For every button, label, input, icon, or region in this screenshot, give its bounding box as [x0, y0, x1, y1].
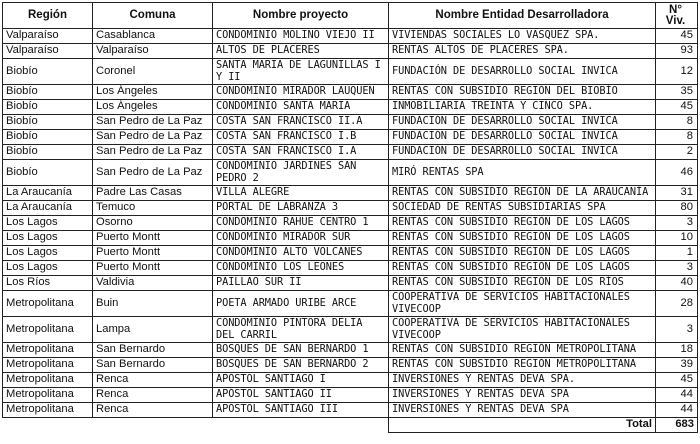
cell-region: La Araucanía [3, 201, 93, 216]
header-row [3, 3, 698, 29]
cell-viviendas: 3 [656, 261, 698, 276]
cell-comuna: Lampa [93, 317, 213, 343]
cell-region: Biobío [3, 100, 93, 115]
cell-entidad: RENTAS CON SUBSIDIO REGIÓN DE LA ARAUCANÍA [389, 186, 656, 201]
table-row [3, 130, 698, 145]
cell-region: Biobío [3, 85, 93, 100]
cell-comuna: Renca [93, 388, 213, 403]
header-entidad: Nombre Entidad Desarrolladora [389, 3, 656, 29]
cell-region: Biobío [3, 145, 93, 160]
cell-viviendas: 46 [656, 160, 698, 186]
table-row [3, 358, 698, 373]
cell-proyecto: PAILLAO SUR II [213, 276, 389, 291]
cell-proyecto: CONDOMINIO LOS LEONES [213, 261, 389, 276]
table-row [3, 115, 698, 130]
cell-comuna: Valdivia [93, 276, 213, 291]
cell-viviendas: 10 [656, 231, 698, 246]
header-proyecto: Nombre proyecto [213, 3, 389, 29]
total-spacer [3, 418, 389, 433]
cell-entidad: FUNDACIÓN DE DESARROLLO SOCIAL INVICA [389, 115, 656, 130]
cell-viviendas: 3 [656, 317, 698, 343]
cell-entidad: RENTAS ALTOS DE PLACERES SPA. [389, 44, 656, 59]
cell-region: Metropolitana [3, 343, 93, 358]
cell-proyecto: CONDOMINIO RAHUE CENTRO 1 [213, 216, 389, 231]
cell-region: Los Lagos [3, 216, 93, 231]
cell-entidad: RENTAS CON SUBSIDIO REGIÓN DE LOS LAGOS [389, 231, 656, 246]
table-row [3, 246, 698, 261]
cell-viviendas: 80 [656, 201, 698, 216]
total-label: Total [389, 418, 656, 433]
cell-comuna: Puerto Montt [93, 261, 213, 276]
table-row [3, 261, 698, 276]
cell-proyecto: CONDOMINIO SANTA MARIA [213, 100, 389, 115]
cell-viviendas: 31 [656, 186, 698, 201]
table-row [3, 403, 698, 418]
cell-proyecto: APÓSTOL SANTIAGO I [213, 373, 389, 388]
cell-viviendas: 12 [656, 59, 698, 85]
cell-entidad: RENTAS CON SUBSIDIO REGIÓN DE LOS LAGOS [389, 246, 656, 261]
table-row [3, 276, 698, 291]
cell-region: Metropolitana [3, 317, 93, 343]
housing-projects-table [2, 2, 698, 433]
cell-entidad: RENTAS CON SUBSIDIO REGIÓN DEL BIOBÍO [389, 85, 656, 100]
cell-viviendas: 40 [656, 276, 698, 291]
table-row [3, 343, 698, 358]
cell-proyecto: CONDOMINIO MOLINO VIEJO II [213, 29, 389, 44]
cell-entidad: COOPERATIVA DE SERVICIOS HABITACIONALES VIVECOOP [389, 317, 656, 343]
cell-viviendas: 45 [656, 100, 698, 115]
cell-region: Biobío [3, 130, 93, 145]
cell-viviendas: 1 [656, 246, 698, 261]
cell-viviendas: 8 [656, 130, 698, 145]
cell-entidad: RENTAS CON SUBSIDIO REGIÓN METROPOLITANA [389, 358, 656, 373]
cell-proyecto: APÓSTOL SANTIAGO II [213, 388, 389, 403]
cell-proyecto: BOSQUES DE SAN BERNARDO 1 [213, 343, 389, 358]
cell-entidad: RENTAS CON SUBSIDIO REGIÓN METROPOLITANA [389, 343, 656, 358]
total-value: 683 [656, 418, 698, 433]
cell-viviendas: 45 [656, 373, 698, 388]
cell-entidad: INVERSIONES Y RENTAS DEVA SPA [389, 388, 656, 403]
cell-entidad: RENTAS CON SUBSIDIO REGIÓN DE LOS RÍOS [389, 276, 656, 291]
cell-comuna: San Pedro de La Paz [93, 115, 213, 130]
cell-viviendas: 8 [656, 115, 698, 130]
cell-viviendas: 45 [656, 29, 698, 44]
header-viviendas: N° Viv. [656, 3, 698, 29]
cell-comuna: Puerto Montt [93, 231, 213, 246]
cell-comuna: San Pedro de La Paz [93, 145, 213, 160]
table-row [3, 29, 698, 44]
cell-comuna: San Bernardo [93, 343, 213, 358]
cell-comuna: Buin [93, 291, 213, 317]
cell-region: Biobío [3, 115, 93, 130]
cell-entidad: RENTAS CON SUBSIDIO REGIÓN DE LOS LAGOS [389, 261, 656, 276]
cell-region: Los Ríos [3, 276, 93, 291]
cell-viviendas: 28 [656, 291, 698, 317]
header-comuna: Comuna [93, 3, 213, 29]
cell-proyecto: VILLA ALEGRE [213, 186, 389, 201]
cell-proyecto: CONDOMINIO MIRADOR LAUQUEN [213, 85, 389, 100]
cell-comuna: Los Ángeles [93, 100, 213, 115]
cell-proyecto: POETA ARMADO URIBE ARCE [213, 291, 389, 317]
cell-region: Metropolitana [3, 388, 93, 403]
cell-entidad: COOPERATIVA DE SERVICIOS HABITACIONALES VIVECOOP [389, 291, 656, 317]
cell-comuna: Temuco [93, 201, 213, 216]
cell-region: Valparaíso [3, 44, 93, 59]
cell-viviendas: 2 [656, 145, 698, 160]
cell-entidad: MIRÓ RENTAS SPA [389, 160, 656, 186]
cell-viviendas: 44 [656, 403, 698, 418]
cell-entidad: SOCIEDAD DE RENTAS SUBSIDIARIAS SPA [389, 201, 656, 216]
cell-viviendas: 3 [656, 216, 698, 231]
cell-proyecto: BOSQUES DE SAN BERNARDO 2 [213, 358, 389, 373]
cell-region: Biobío [3, 59, 93, 85]
cell-entidad: INVERSIONES Y RENTAS DEVA SPA [389, 403, 656, 418]
cell-proyecto: CONDOMINIO PINTORA DELIA DEL CARRIL [213, 317, 389, 343]
table-row [3, 100, 698, 115]
cell-entidad: INVERSIONES Y RENTAS DEVA SPA. [389, 373, 656, 388]
cell-proyecto: ALTOS DE PLACERES [213, 44, 389, 59]
cell-region: Metropolitana [3, 373, 93, 388]
table-row [3, 145, 698, 160]
cell-comuna: San Pedro de La Paz [93, 160, 213, 186]
cell-region: Metropolitana [3, 291, 93, 317]
cell-proyecto: COSTA SAN FRANCISCO I.B [213, 130, 389, 145]
cell-comuna: Renca [93, 373, 213, 388]
cell-entidad: RENTAS CON SUBSIDIO REGIÓN DE LOS LAGOS [389, 216, 656, 231]
cell-viviendas: 39 [656, 358, 698, 373]
cell-viviendas: 93 [656, 44, 698, 59]
cell-proyecto: COSTA SAN FRANCISCO I.A [213, 145, 389, 160]
cell-viviendas: 18 [656, 343, 698, 358]
table-row [3, 44, 698, 59]
cell-region: Biobío [3, 160, 93, 186]
table-row [3, 201, 698, 216]
cell-comuna: Casablanca [93, 29, 213, 44]
cell-proyecto: PORTAL DE LABRANZA 3 [213, 201, 389, 216]
cell-proyecto: CONDOMINIO MIRADOR SUR [213, 231, 389, 246]
cell-comuna: San Pedro de La Paz [93, 130, 213, 145]
cell-region: Los Lagos [3, 261, 93, 276]
table-row [3, 291, 698, 317]
cell-proyecto: CONDOMINIO ALTO VOLCANES [213, 246, 389, 261]
header-region: Región [3, 3, 93, 29]
table-row [3, 317, 698, 343]
cell-viviendas: 35 [656, 85, 698, 100]
cell-comuna: Osorno [93, 216, 213, 231]
cell-comuna: Los Ángeles [93, 85, 213, 100]
cell-comuna: San Bernardo [93, 358, 213, 373]
cell-proyecto: COSTA SAN FRANCISCO II.A [213, 115, 389, 130]
cell-region: Los Lagos [3, 246, 93, 261]
cell-region: Metropolitana [3, 358, 93, 373]
table-row [3, 160, 698, 186]
cell-entidad: FUNDACIÓN DE DESARROLLO SOCIAL INVICA [389, 59, 656, 85]
cell-entidad: INMOBILIARIA TREINTA Y CINCO SPA. [389, 100, 656, 115]
cell-entidad: FUNDACIÓN DE DESARROLLO SOCIAL INVICA [389, 130, 656, 145]
cell-proyecto: SANTA MARIA DE LAGUNILLAS I Y II [213, 59, 389, 85]
cell-region: Los Lagos [3, 231, 93, 246]
table-row [3, 85, 698, 100]
cell-viviendas: 44 [656, 388, 698, 403]
cell-comuna: Padre Las Casas [93, 186, 213, 201]
cell-region: Valparaíso [3, 29, 93, 44]
cell-entidad: VIVIENDAS SOCIALES LO VASQUEZ SPA. [389, 29, 656, 44]
cell-region: La Araucanía [3, 186, 93, 201]
cell-region: Metropolitana [3, 403, 93, 418]
table-row [3, 59, 698, 85]
table-row [3, 388, 698, 403]
total-row [3, 418, 698, 433]
cell-comuna: Renca [93, 403, 213, 418]
cell-entidad: FUNDACIÓN DE DESARROLLO SOCIAL INVICA [389, 145, 656, 160]
table-row [3, 231, 698, 246]
cell-proyecto: APÓSTOL SANTIAGO III [213, 403, 389, 418]
cell-proyecto: CONDOMINIO JARDINES SAN PEDRO 2 [213, 160, 389, 186]
cell-comuna: Coronel [93, 59, 213, 85]
table-row [3, 186, 698, 201]
cell-comuna: Valparaíso [93, 44, 213, 59]
table-row [3, 373, 698, 388]
table-row [3, 216, 698, 231]
cell-comuna: Puerto Montt [93, 246, 213, 261]
